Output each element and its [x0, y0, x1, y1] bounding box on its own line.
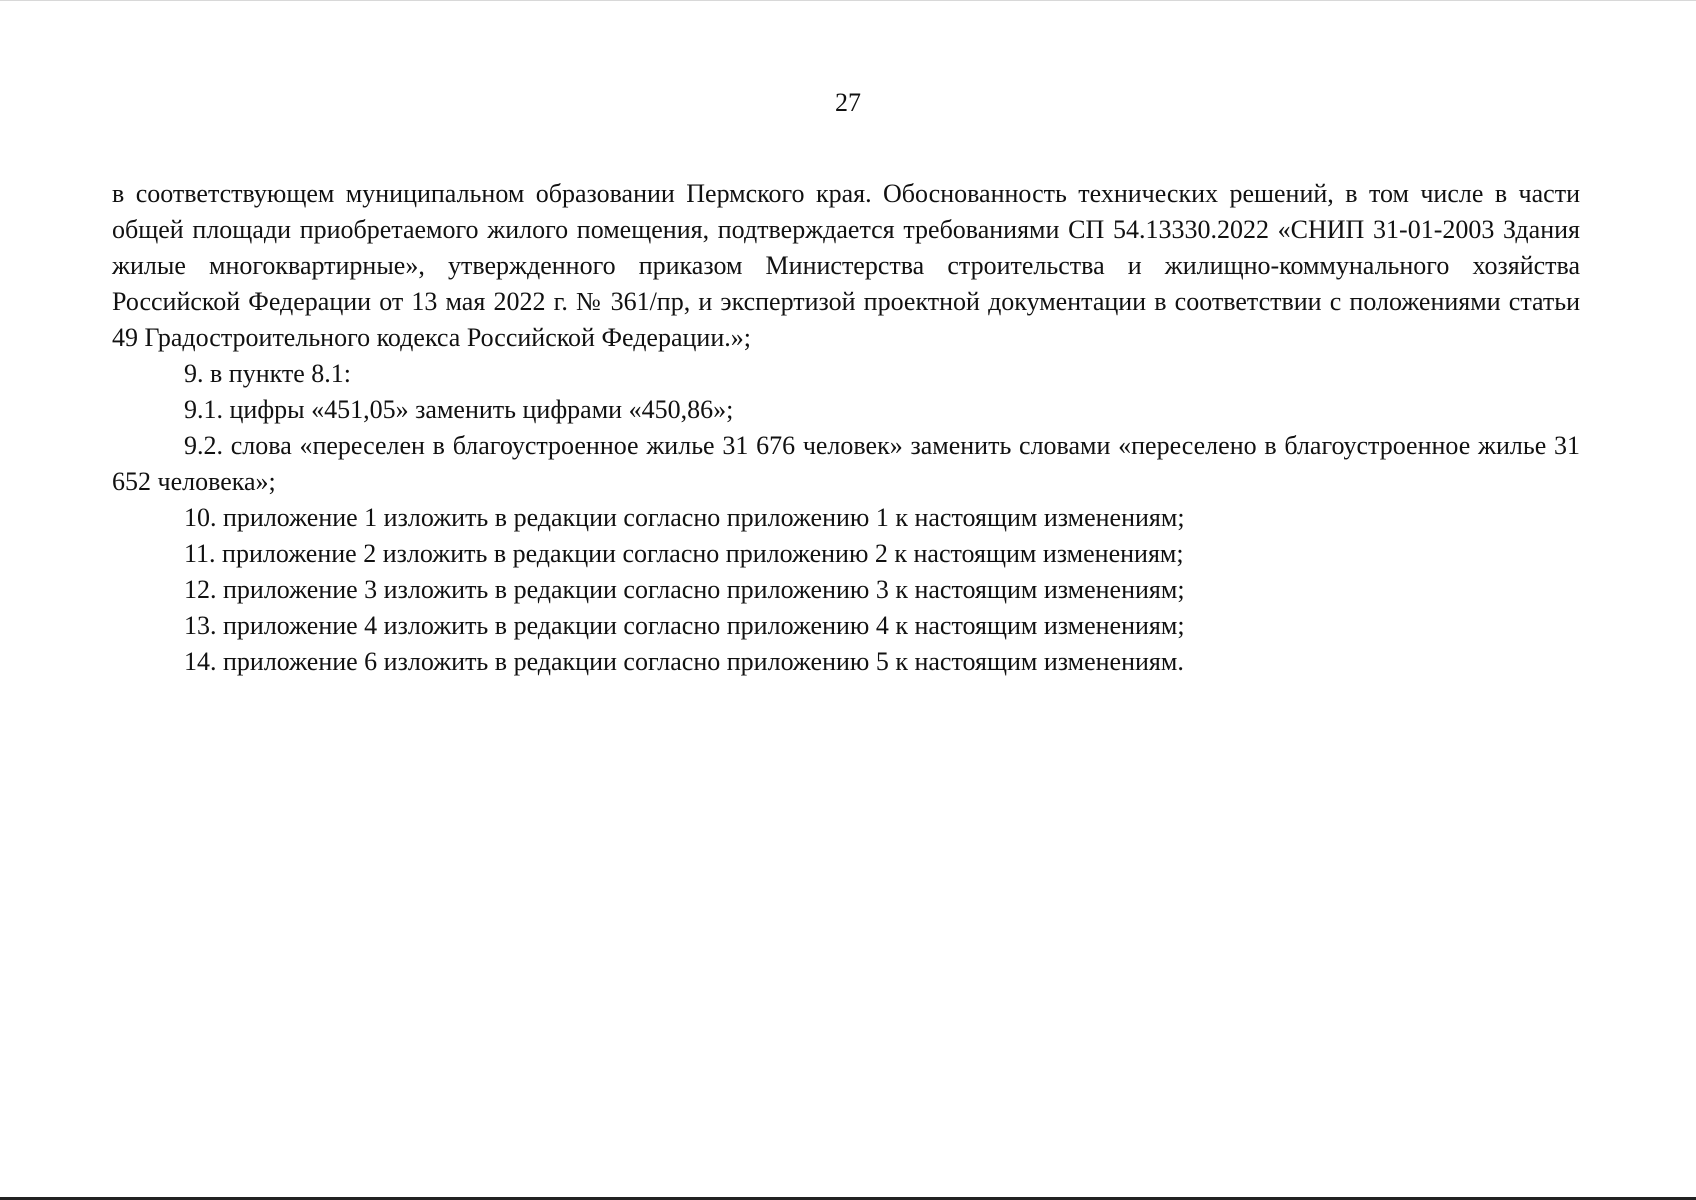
paragraph-item-11: 11. приложение 2 изложить в редакции согласно приложению 2 к настоящим изменениям;	[184, 539, 1184, 568]
page-top-edge	[0, 0, 1696, 1]
paragraph-item-9-2: 9.2. слова «переселен в благоустроенное жилье 31 676 человек» заменить словами «переселено в благоустроенное жилье 31 652 человека»;	[112, 431, 1580, 496]
paragraph-item-13: 13. приложение 4 изложить в редакции согласно приложению 4 к настоящим изменениям;	[184, 611, 1185, 640]
paragraph-item-9-1: 9.1. цифры «451,05» заменить цифрами «450,86»;	[184, 395, 734, 424]
paragraph-item-12: 12. приложение 3 изложить в редакции согласно приложению 3 к настоящим изменениям;	[184, 575, 1185, 604]
paragraph-item-14: 14. приложение 6 изложить в редакции согласно приложению 5 к настоящим изменениям.	[184, 647, 1184, 676]
page-number: 27	[835, 88, 861, 117]
paragraph-item-9: 9. в пункте 8.1:	[184, 359, 352, 388]
paragraph-item-10: 10. приложение 1 изложить в редакции согласно приложению 1 к настоящим изменениям;	[184, 503, 1185, 532]
document-body	[112, 176, 1580, 680]
paragraph-continuation: в соответствующем муниципальном образовании Пермского края. Обоснованность технических решений, в том числе в части общей площади приобретаемого жилого помещения, подтверждается требованиями СП 54.13330.2022 «СНИП 31-01-2003 Здания жилые многоквартирные», утвержденного приказом Министерства строительства и жилищно-коммунального хозяйства Российской Федерации от 13 мая 2022 г. № 361/пр, и экспертизой проектной документации в соответствии с положениями статьи 49 Градостроительного кодекса Российской Федерации.»;	[112, 179, 1580, 352]
